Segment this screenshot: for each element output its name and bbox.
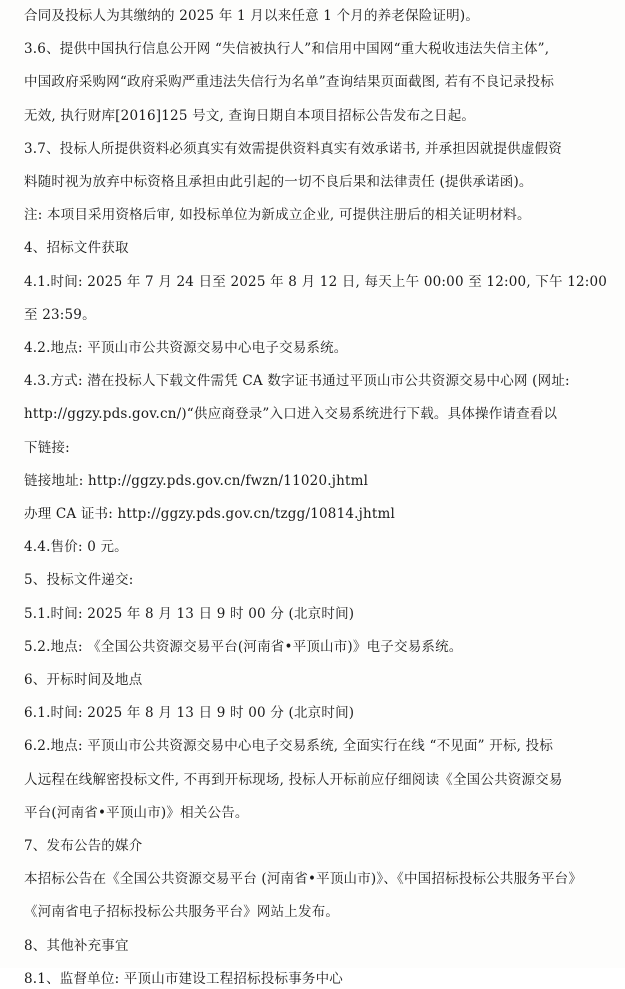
link-line: 链接地址: http://ggzy.pds.gov.cn/fwzn/11020.jhtml: [24, 472, 369, 489]
text-line: 无效, 执行财库[2016]125 号文, 查询日期自本项目招标公告发布之日起。: [24, 107, 476, 124]
section-heading: 8、其他补充事宜: [24, 937, 129, 954]
section-heading: 4、招标文件获取: [24, 240, 129, 257]
link-line: 办理 CA 证书: http://ggzy.pds.gov.cn/tzgg/10814.jhtml: [24, 506, 396, 522]
section-heading: 6、开标时间及地点: [24, 672, 143, 688]
text-line: 4.2.地点: 平顶山市公共资源交易中心电子交易系统。: [24, 340, 348, 356]
section-heading: 7、发布公告的媒介: [24, 838, 143, 854]
text-line: 本招标公告在《全国公共资源交易平台 (河南省•平顶山市)》、《中国招标投标公共服务平台》: [24, 871, 583, 888]
text-line: 6.1.时间: 2025 年 8 月 13 日 9 时 00 分 (北京时间): [24, 705, 355, 722]
text-line: 3.7、投标人所提供资料必须真实有效需提供资料真实有效承诺书, 并承担因就提供虚假资: [24, 140, 562, 157]
text-line: 4.1.时间: 2025 年 7 月 24 日至 2025 年 8 月 12 日, 每天上午 00:00 至 12:00, 下午 12:00: [24, 273, 608, 290]
text-line: 6.2.地点: 平顶山市公共资源交易中心电子交易系统, 全面实行在线 “不见面” 开标, 投标: [24, 738, 554, 755]
text-line: 中国政府采购网“政府采购严重违法失信行为名单”查询结果页面截图, 若有不良记录投标: [24, 74, 555, 91]
text-line: 注: 本项目采用资格后审, 如投标单位为新成立企业, 可提供注册后的相关证明材料。: [24, 207, 531, 224]
text-line: 4.3.方式: 潜在投标人下载文件需凭 CA 数字证书通过平顶山市公共资源交易中心网 (网址:: [24, 373, 570, 390]
text-line: 5.1.时间: 2025 年 8 月 13 日 9 时 00 分 (北京时间): [24, 605, 355, 622]
text-line: 8.1、监督单位: 平顶山市建设工程招标投标事务中心: [24, 970, 344, 987]
text-line: http://ggzy.pds.gov.cn/)“供应商登录”入口进入交易系统进行下载。具体操作请查看以: [24, 406, 558, 423]
text-line: 5.2.地点: 《全国公共资源交易平台(河南省•平顶山市)》电子交易系统。: [24, 638, 463, 655]
text-line: 《河南省电子招标投标公共服务平台》网站上发布。: [24, 904, 340, 921]
text-line: 人远程在线解密投标文件, 不再到开标现场, 投标人开标前应仔细阅读《全国公共资源交易: [24, 771, 563, 788]
text-line: 料随时视为放弃中标资格且承担由此引起的一切不良后果和法律责任 (提供承诺函)。: [24, 174, 533, 190]
text-line: 下链接:: [24, 439, 70, 456]
text-line: 3.6、提供中国执行信息公开网 “失信被执行人”和信用中国网“重大税收违法失信主体”,: [24, 41, 550, 58]
text-line: 平台(河南省•平顶山市)》相关公告。: [24, 804, 249, 821]
section-heading: 5、投标文件递交:: [24, 572, 134, 589]
text-line: 至 23:59。: [24, 306, 96, 323]
text-line: 合同及投标人为其缴纳的 2025 年 1 月以来任意 1 个月的养老保险证明)。: [24, 8, 480, 24]
text-line: 4.4.售价: 0 元。: [24, 539, 128, 556]
